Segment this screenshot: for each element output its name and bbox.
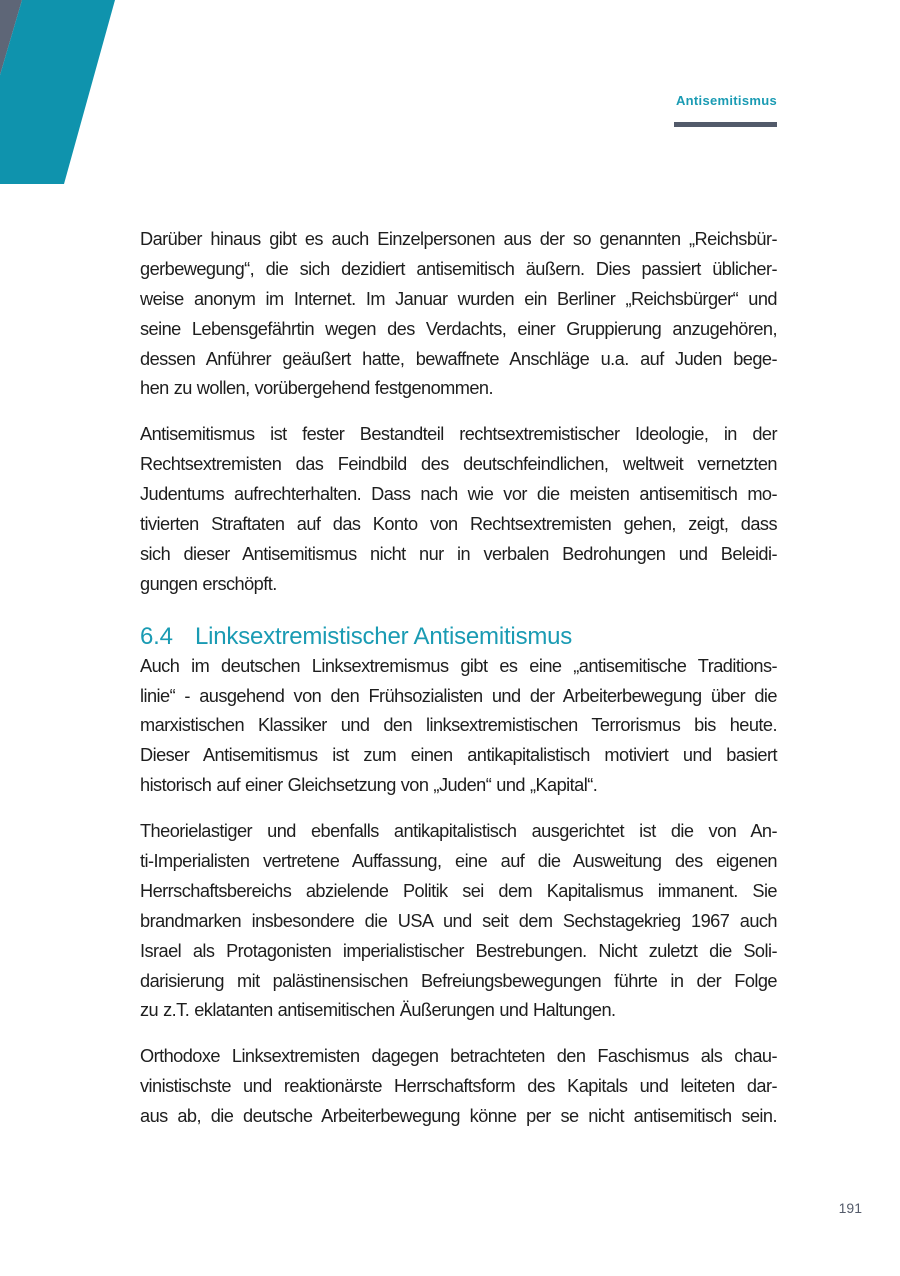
text-line: marxistischen Klassiker und den linksextremistischen Terrorismus bis heute. <box>140 715 777 736</box>
text-line: Israel als Protagonisten imperialistischer Bestrebungen. Nicht zuletzt die Soli- <box>140 940 777 961</box>
text-line: Theorielastiger und ebenfalls antikapitalistisch ausgerichtet ist die von An- <box>140 821 777 842</box>
corner-teal-band <box>0 0 115 184</box>
paragraph <box>140 817 777 1026</box>
text-line: Auch im deutschen Linksextremismus gibt es eine „antisemitische Traditions- <box>140 655 777 676</box>
text-line: brandmarken insbesondere die USA und seit dem Sechstagekrieg 1967 auch <box>140 910 777 931</box>
text-line: linie“ - ausgehend von den Frühsozialisten und der Arbeiterbewegung über die <box>140 685 777 706</box>
text-line: Herrschaftsbereichs abzielende Politik sei dem Kapitalismus immanent. Sie <box>140 880 777 901</box>
running-header <box>676 93 777 108</box>
paragraph <box>140 1042 777 1132</box>
text-line: hen zu wollen, vorübergehend festgenommen. <box>140 378 493 399</box>
text-line: tivierten Straftaten auf das Konto von Rechtsextremisten gehen, zeigt, dass <box>140 514 777 535</box>
running-header-rule <box>674 122 777 127</box>
text-line: ti-Imperialisten vertretene Auffassung, eine auf die Ausweitung des eigenen <box>140 851 777 872</box>
paragraph <box>140 420 777 599</box>
text-line: gerbewegung“, die sich dezidiert antisemitisch äußern. Dies passiert üblicher- <box>140 258 777 279</box>
text-line: vinistischste und reaktionärste Herrschaftsform des Kapitals und leiteten dar- <box>140 1076 777 1097</box>
section-number: 6.4 <box>140 622 173 650</box>
paragraph <box>140 652 777 801</box>
section-title: Linksextremistischer Antisemitismus <box>195 622 573 650</box>
text-line: Orthodoxe Linksextremisten dagegen betrachteten den Faschismus als chau- <box>140 1046 777 1067</box>
text-line: dessen Anführer geäußert hatte, bewaffnete Anschläge u.a. auf Juden bege- <box>140 348 777 369</box>
text-line: Dieser Antisemitismus ist zum einen antikapitalistisch motiviert und basiert <box>140 745 777 766</box>
running-header-title: Antisemitismus <box>675 93 777 108</box>
text-line: gungen erschöpft. <box>140 573 277 594</box>
text-line: zu z.T. eklatanten antisemitischen Äußerungen und Haltungen. <box>140 1000 616 1021</box>
page-body <box>140 225 777 1148</box>
text-line: aus ab, die deutsche Arbeiterbewegung könne per se nicht antisemitisch sein. <box>140 1106 777 1127</box>
text-line: Antisemitismus ist fester Bestandteil rechtsextremistischer Ideologie, in der <box>140 424 777 445</box>
section-heading <box>140 622 777 652</box>
corner-decoration <box>0 0 120 185</box>
text-line: Darüber hinaus gibt es auch Einzelpersonen aus der so genannten „Reichsbür- <box>140 229 777 249</box>
text-line: darisierung mit palästinensischen Befreiungsbewegungen führte in der Folge <box>140 970 777 991</box>
text-line: seine Lebensgefährtin wegen des Verdachts, einer Gruppierung anzugehören, <box>140 318 777 339</box>
text-line: historisch auf einer Gleichsetzung von „Juden“ und „Kapital“. <box>140 775 598 796</box>
page-number: 191 <box>838 1200 862 1216</box>
text-line: Judentums aufrechterhalten. Dass nach wie vor die meisten antisemitisch mo- <box>140 484 777 505</box>
text-line: Rechtsextremisten das Feindbild des deutschfeindlichen, weltweit vernetzten <box>140 454 777 475</box>
paragraph <box>140 225 777 404</box>
text-line: sich dieser Antisemitismus nicht nur in verbalen Bedrohungen und Beleidi- <box>140 543 777 564</box>
text-line: weise anonym im Internet. Im Januar wurden ein Berliner „Reichsbürger“ und <box>140 288 777 309</box>
